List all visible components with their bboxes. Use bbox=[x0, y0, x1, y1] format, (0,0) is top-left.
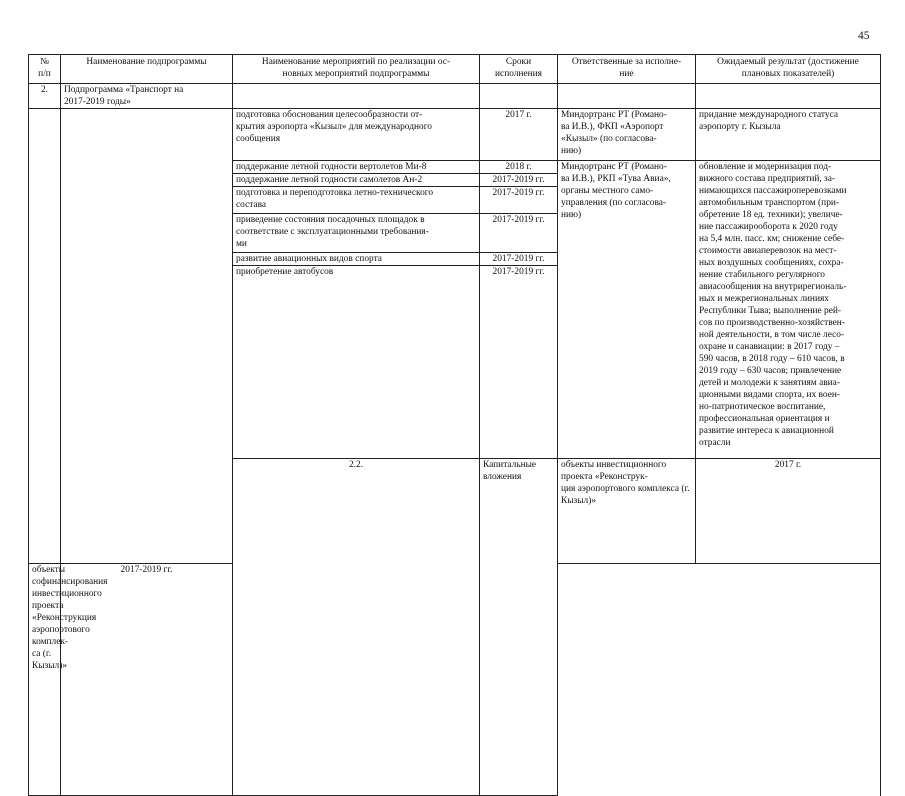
deadline-cell: 2017-2019 гг. bbox=[480, 187, 558, 214]
table-row bbox=[29, 109, 881, 161]
header-result: Ожидаемый результат (достижение плановых показателей) bbox=[696, 55, 881, 84]
activity-cell: объекты софинансирования инвестиционного проекта «Реконструкция аэропортового комплек- са (г. Кызыл)» bbox=[29, 563, 61, 796]
activity-cell: развитие авиационных видов спорта bbox=[233, 253, 480, 266]
activity-cell: приведение состояния посадочных площадок в соответствие с эксплуатационными требования- ми bbox=[233, 214, 480, 253]
subprogram-name: Подпрограмма «Транспорт на 2017-2019 годы» bbox=[61, 84, 233, 109]
header-subprogram: Наименование подпрограммы bbox=[61, 55, 233, 84]
responsible-cell: Миндортранс РТ (Романо- ва И.В.), РКП «Тува Авиа», органы местного само- управления (по согласова- нию) bbox=[558, 161, 696, 459]
responsible-cell: Миндортранс РТ (Романо- ва И.В.), ФКП «Аэропорт «Кызыл» (по согласова- нию) bbox=[558, 109, 696, 161]
empty-cell bbox=[558, 84, 696, 109]
header-num: № п/п bbox=[29, 55, 61, 84]
deadline-cell: 2017-2019 гг. bbox=[480, 253, 558, 266]
empty-subprogram-cell bbox=[61, 109, 233, 564]
deadline-cell: 2017-2019 гг. bbox=[480, 174, 558, 187]
activity-cell: подготовка и переподготовка летно-технического состава bbox=[233, 187, 480, 214]
empty-cell bbox=[233, 84, 480, 109]
section-number: 2. bbox=[29, 84, 61, 109]
result-cell: придание международного статуса аэропорту г. Кызыла bbox=[696, 109, 881, 161]
empty-cell bbox=[696, 84, 881, 109]
deadline-cell: 2017-2019 гг. bbox=[480, 214, 558, 253]
empty-num-cell bbox=[29, 109, 61, 564]
activity-cell: поддержание летной годности вертолетов Ми-8 bbox=[233, 161, 480, 174]
deadline-cell: 2017 г. bbox=[480, 109, 558, 161]
header-activity: Наименование мероприятий по реализации ос- новных мероприятий подпрограммы bbox=[233, 55, 480, 84]
activity-cell: поддержание летной годности самолетов Ан-2 bbox=[233, 174, 480, 187]
deadline-cell: 2017-2019 гг. bbox=[61, 563, 233, 796]
page-number: 45 bbox=[858, 30, 870, 42]
deadline-cell: 2017 г. bbox=[696, 459, 881, 564]
subprogram-name: Капитальные вложения bbox=[480, 459, 558, 796]
activity-cell: подготовка обоснования целесообразности от- крытия аэропорта «Кызыл» для международного сообщения bbox=[233, 109, 480, 161]
table-row bbox=[29, 84, 881, 109]
activity-cell: приобретение автобусов bbox=[233, 266, 480, 459]
header-deadline: Сроки исполнения bbox=[480, 55, 558, 84]
activity-cell: объекты инвестиционного проекта «Реконструк- ция аэропортового комплекса (г. Кызыл)» bbox=[558, 459, 696, 564]
header-responsible: Ответственные за исполне- ние bbox=[558, 55, 696, 84]
empty-cell bbox=[480, 84, 558, 109]
deadline-cell: 2017-2019 гг. bbox=[480, 266, 558, 459]
section-number: 2.2. bbox=[233, 459, 480, 796]
program-activities-table bbox=[28, 54, 881, 796]
table-header-row bbox=[29, 55, 881, 84]
deadline-cell: 2018 г. bbox=[480, 161, 558, 174]
result-cell: обновление и модернизация под- вижного состава предприятий, за- нимающихся пассажироперевозками автомобильным транспортом (при- обретение 18 ед. техники); увеличе- ние пассажирооборота к 2020 году на 5,4 млн. пасс. км; снижение себе- стоимости авиаперевозок на мест- ных воздушных сообщениях, сохра- нение стабильного регулярного авиасообщения на внутрирегиональ- ных и межрегиональных линиях Республики Тыва; выполнение рей- сов по производственно-хозяйствен- ной деятельности, в том числе лесо- охране и санавиации: в 2017 году – 590 часов, в 2018 году – 610 часов, в 2019 году – 630 часов; привлечение детей и молодежи к занятиям авиа- ционными видами спорта, их воен- но-патриотическое воспитание, профессиональная ориентация и развитие интереса к авиационной отрасли bbox=[696, 161, 881, 459]
